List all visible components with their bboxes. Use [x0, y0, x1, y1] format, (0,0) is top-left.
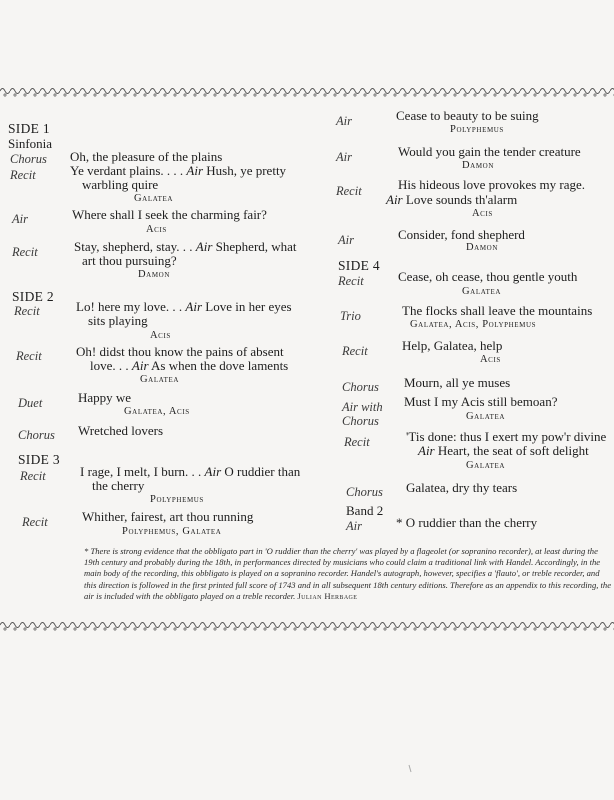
recit-line-continued: warbling quire — [82, 177, 159, 192]
duet-text: Happy we — [78, 390, 132, 405]
recit-line-continued: the cherry — [92, 478, 145, 493]
trio-label: Trio — [340, 309, 361, 323]
side-1-heading: SIDE 1 — [8, 121, 50, 136]
role-name: Damon — [462, 160, 494, 171]
recit-line-continued: sits playing — [88, 313, 148, 328]
recit-label: Recit — [342, 344, 368, 358]
chorus-label: Chorus — [10, 152, 47, 166]
role-name: Galatea — [134, 193, 173, 204]
role-name: Acis — [480, 354, 501, 365]
air-text: * O ruddier than the cherry — [396, 515, 538, 530]
role-name: Acis — [146, 224, 167, 235]
recit-line-continued: art thou pursuing? — [82, 253, 177, 268]
chorus-text: Oh, the pleasure of the plains — [70, 149, 223, 164]
role-name: Damon — [466, 242, 498, 253]
recit-text: Cease, oh cease, thou gentle youth — [398, 269, 578, 284]
chorus-label: Chorus — [346, 485, 383, 499]
role-name: Polyphemus — [450, 124, 504, 135]
chorus-label: Chorus — [342, 380, 379, 394]
role-name: Galatea — [466, 411, 505, 422]
role-name: Galatea — [140, 374, 179, 385]
recit-line-continued: love. . . Air As when the dove laments — [90, 358, 289, 373]
recit-line: Stay, shepherd, stay. . . Air Shepherd, what — [74, 239, 297, 254]
chorus-label: Chorus — [18, 428, 55, 442]
air-label: Air — [12, 212, 28, 226]
band-2-heading: Band 2 — [346, 503, 384, 518]
air-label: Air — [336, 150, 352, 164]
air-label: Air — [338, 233, 354, 247]
air-text: Must I my Acis still bemoan? — [404, 394, 558, 409]
air-with-chorus-label-2: Chorus — [342, 414, 379, 428]
recit-line-continued: Air Heart, the seat of soft delight — [418, 443, 589, 458]
paper-speck-mark — [408, 764, 413, 774]
recit-line: Ye verdant plains. . . . Air Hush, ye pretty — [70, 163, 287, 178]
role-name: Acis — [472, 208, 493, 219]
chorus-text: Wretched lovers — [78, 423, 164, 438]
air-text: Consider, fond shepherd — [398, 227, 525, 242]
role-name: Polyphemus, Galatea — [122, 526, 222, 537]
side-3-heading: SIDE 3 — [18, 452, 60, 467]
recit-line: Lo! here my love. . . Air Love in her eyes — [76, 299, 292, 314]
recit-text: Help, Galatea, help — [402, 338, 503, 353]
recit-label: Recit — [10, 168, 36, 182]
footnote-text: * There is strong evidence that the obbligato part in 'O ruddier than the cherry' was played by a flageolet (or sopranino recorder), at least during the 19th century and probably during the 18th, in performances directed by musicians who could claim a traditional link with Handel. Accordingly, in the main body of the recording, this obbligato is played on a sopranino recorder. Handel's autograph, however, specifies a 'flauto', or treble recorder, and this direction is followed in the first printed full score of 1743 and in all subsequent 18th century editions. Therefore as an appendix to this recording, the air is included with the obbligato played on a treble recorder. — [84, 546, 612, 601]
air-text: Would you gain the tender creature — [398, 144, 581, 159]
recit-line: His hideous love provokes my rage. — [398, 177, 586, 192]
air-label: Air — [346, 519, 362, 533]
recit-line: 'Tis done: thus I exert my pow'r divine — [406, 430, 607, 444]
recit-label: Recit — [20, 469, 46, 483]
recit-label: Recit — [338, 274, 364, 288]
footnote-signature: Julian Herbage — [297, 590, 358, 601]
air-text: Cease to beauty to be suing — [396, 108, 539, 123]
recit-line-continued: Air Love sounds th'alarm — [386, 192, 518, 207]
recit-text: Whither, fairest, art thou running — [82, 509, 254, 524]
recit-label: Recit — [16, 349, 42, 363]
duet-label: Duet — [18, 396, 43, 410]
role-name: Damon — [138, 269, 170, 280]
recit-label: Recit — [14, 304, 40, 318]
decorative-border-top — [0, 86, 614, 100]
role-name: Galatea, Acis, Polyphemus — [410, 319, 537, 330]
role-name: Galatea — [466, 460, 505, 471]
recit-label: Recit — [336, 184, 362, 198]
role-name: Galatea, Acis — [124, 406, 190, 417]
chorus-text: Mourn, all ye muses — [404, 375, 511, 390]
air-label: Air — [336, 114, 352, 128]
recit-line: Oh! didst thou know the pains of absent — [76, 344, 284, 359]
sinfonia-label: Sinfonia — [8, 136, 53, 151]
air-text: Where shall I seek the charming fair? — [72, 207, 267, 222]
side-2-heading: SIDE 2 — [12, 289, 54, 304]
trio-text: The flocks shall leave the mountains — [402, 303, 593, 318]
footnote — [84, 546, 612, 602]
chorus-text: Galatea, dry thy tears — [406, 480, 518, 495]
role-name: Galatea — [462, 286, 501, 297]
recit-line: I rage, I melt, I burn. . . Air O ruddier than — [80, 464, 301, 479]
recit-label: Recit — [12, 245, 38, 259]
air-with-chorus-label: Air with — [342, 400, 383, 414]
role-name: Polyphemus — [150, 494, 204, 505]
recit-label: Recit — [344, 435, 370, 449]
side-4-heading: SIDE 4 — [338, 258, 380, 273]
decorative-border-bottom — [0, 620, 614, 634]
role-name: Acis — [150, 330, 171, 341]
recit-label: Recit — [22, 515, 48, 529]
